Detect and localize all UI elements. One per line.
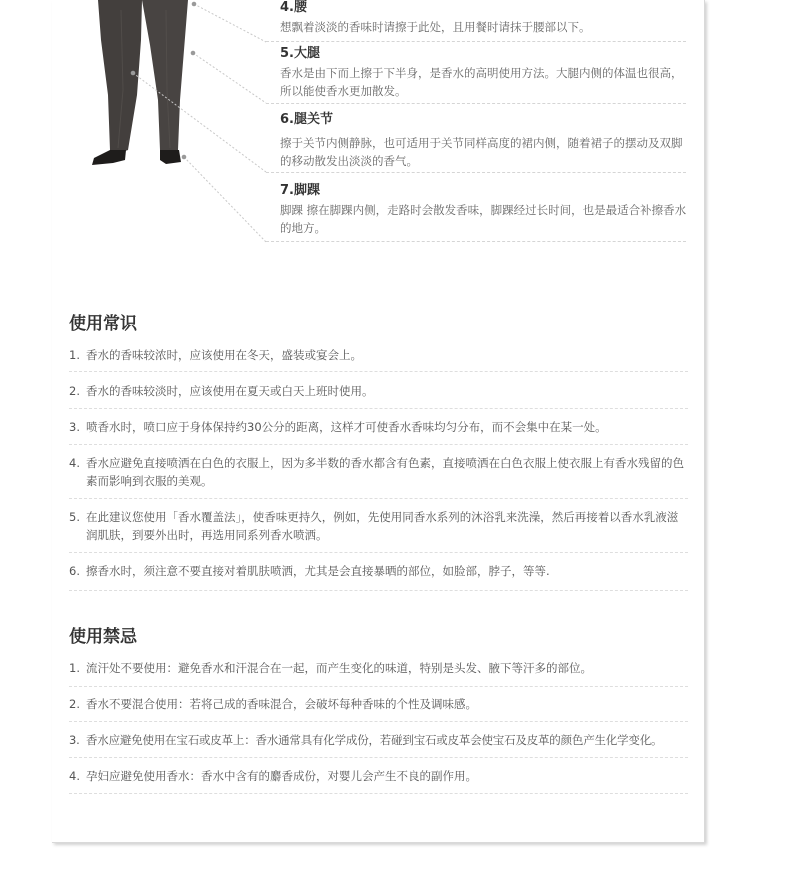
body-part-title: 4.腰 [280, 0, 307, 15]
divider [69, 793, 688, 794]
item-text: 香水不要混合使用：若将己成的香味混合，会破坏每种香味的个性及调味感。 [86, 697, 477, 711]
divider [69, 498, 688, 499]
item-number: 4. [69, 456, 80, 470]
divider [69, 444, 688, 445]
list-item [69, 418, 689, 436]
item-text: 香水的香味较浓时，应该使用在冬天，盛装或宴会上。 [86, 348, 362, 362]
item-text: 喷香水时，喷口应于身体保持约30公分的距离，这样才可使香水香味均匀分布，而不会集中在某一处。 [86, 420, 607, 434]
body-part-thigh [280, 46, 690, 100]
divider [69, 590, 688, 591]
divider [69, 721, 688, 722]
body-part-text: 香水是由下而上擦于下半身，是香水的高明使用方法。大腿内侧的体温也很高，所以能使香水更加散发。 [280, 66, 683, 98]
item-number: 1. [69, 348, 80, 362]
divider [69, 552, 688, 553]
list-item [69, 731, 696, 749]
divider [69, 757, 688, 758]
divider [69, 408, 688, 409]
divider [69, 686, 688, 687]
item-number: 3. [69, 733, 80, 747]
item-text: 香水应避免直接喷洒在白色的衣服上，因为多半数的香水都含有色素，直接喷洒在白色衣服上使衣服上有香水残留的色素而影响到衣服的美观。 [86, 456, 684, 488]
trousers-drawing [92, 0, 188, 165]
list-item [69, 562, 689, 580]
list-item [69, 695, 689, 713]
list-item [69, 346, 689, 364]
body-part-knee [280, 112, 690, 170]
body-part-text: 想飘着淡淡的香味时请擦于此处，且用餐时请抹于腰部以下。 [280, 20, 591, 34]
item-text: 香水应避免使用在宝石或皮革上：香水通常具有化学成份，若碰到宝石或皮革会使宝石及皮革的颜色产生化学变化。 [86, 733, 663, 747]
list-item [69, 508, 689, 544]
body-part-title: 5.大腿 [280, 46, 320, 61]
body-part-ankle [280, 183, 690, 237]
item-number: 6. [69, 564, 80, 578]
body-part-title: 7.脚踝 [280, 183, 320, 198]
item-text: 香水的香味较淡时，应该使用在夏天或白天上班时使用。 [86, 384, 374, 398]
body-part-title: 6.腿关节 [280, 112, 333, 127]
body-part-text: 脚踝 擦在脚踝内侧，走路时会散发香味，脚踝经过长时间，也是最适合补擦香水的地方。 [280, 203, 687, 235]
list-item [69, 659, 689, 677]
list-item [69, 767, 689, 785]
divider [266, 103, 686, 104]
body-part-waist [280, 0, 690, 36]
list-item [69, 454, 689, 490]
item-number: 2. [69, 384, 80, 398]
list-item [69, 382, 689, 400]
item-text: 流汗处不要使用：避免香水和汗混合在一起，而产生变化的味道，特别是头发、腋下等汗多的部位。 [86, 661, 592, 675]
item-number: 5. [69, 510, 80, 524]
usage-section-title: 使用常识 [69, 314, 137, 334]
item-text: 擦香水时，须注意不要直接对着肌肤喷洒，尤其是会直接暴晒的部位，如脸部，脖子，等等. [86, 564, 550, 578]
divider [266, 172, 686, 173]
item-number: 3. [69, 420, 80, 434]
item-number: 4. [69, 769, 80, 783]
item-number: 2. [69, 697, 80, 711]
taboo-section-title: 使用禁忌 [69, 627, 137, 647]
divider [266, 241, 686, 242]
item-text: 孕妇应避免使用香水：香水中含有的麝香成份，对婴儿会产生不良的副作用。 [86, 769, 477, 783]
item-text: 在此建议您使用「香水覆盖法」，使香味更持久，例如，先使用同香水系列的沐浴乳来洗澡，然后再接着以香水乳液滋润肌肤，到要外出时，再选用同系列香水喷洒。 [86, 510, 679, 542]
body-part-text: 擦于关节内侧静脉，也可适用于关节同样高度的裙内侧，随着裙子的摆动及双脚的移动散发出淡淡的香气。 [280, 136, 683, 168]
divider [69, 371, 688, 372]
item-number: 1. [69, 661, 80, 675]
divider [266, 41, 686, 42]
